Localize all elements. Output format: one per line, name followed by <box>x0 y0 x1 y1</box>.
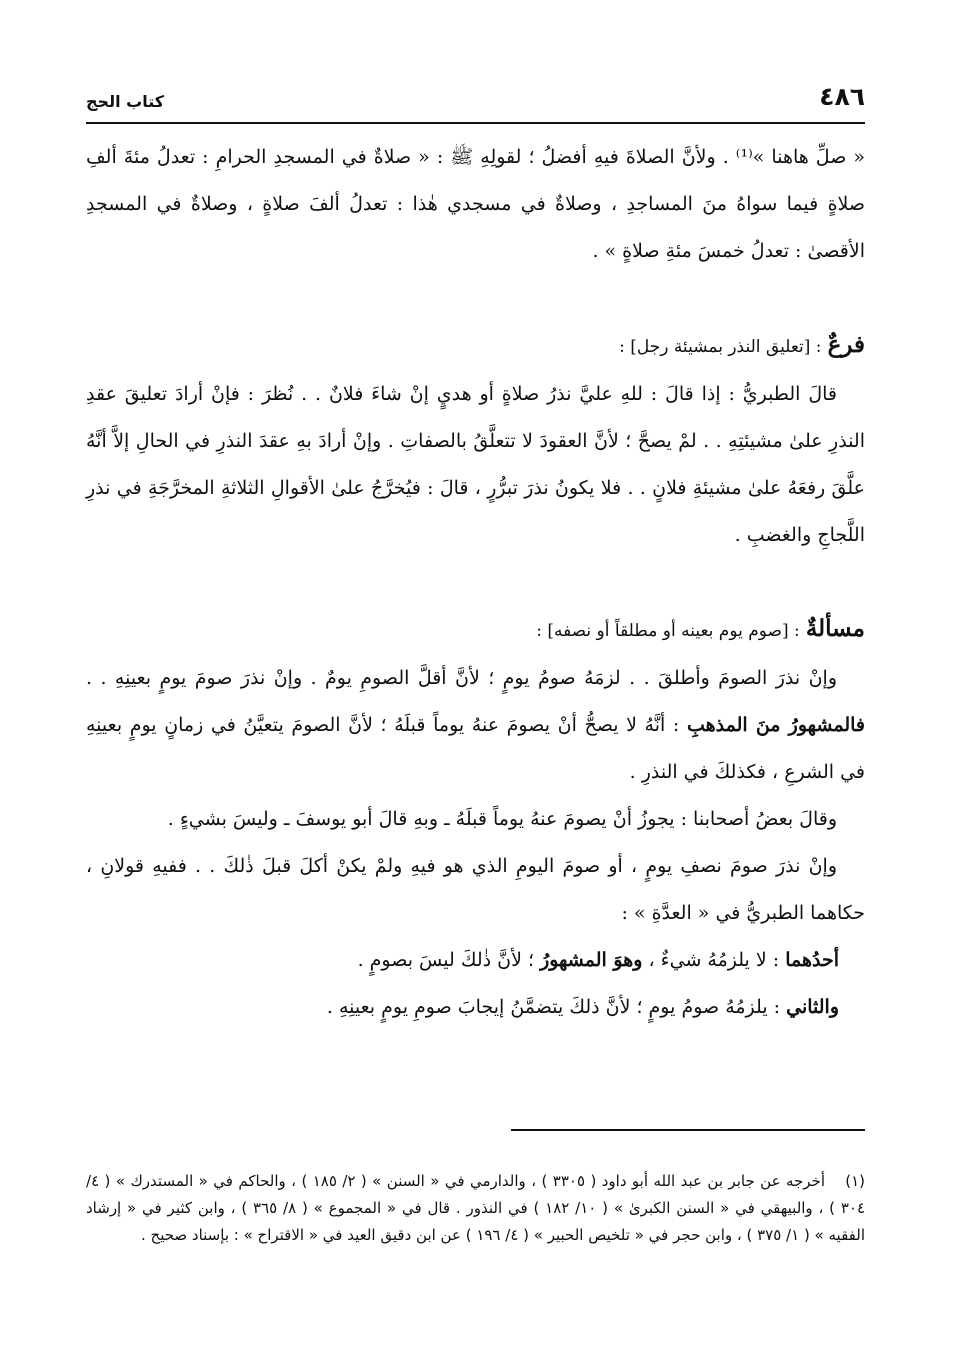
page-header <box>86 82 865 116</box>
paragraph: قالَ الطبريُّ : إذا قالَ : للهِ عليَّ نذرُ صلاةٍ أو هديٍ إنْ شاءَ فلانٌ . . نُظرَ : فإنْ أرادَ تعليقَ عقدِ النذرِ علىٰ مشيئتِهِ . . لمْ يصحَّ ؛ لأنَّ العقودَ لا تتعلَّقُ بالصفاتِ . وإنْ أرادَ بهِ عقدَ النذرِ في الحالِ إلاَّ أنَّهُ علَّقَ رفعَهُ علىٰ مشيئةِ فلانٍ . . فلا يكونُ نذرَ تبرُّرٍ ، قالَ : فيُخرَّجُ علىٰ الأقوالِ الثلاثةِ المخرَّجَةِ في نذرِ اللَّجاجِ والغضبِ . <box>86 383 865 546</box>
paragraph: وإنْ نذرَ صومَ نصفِ يومٍ ، أو صومَ اليومِ الذي هو فيهِ ولمْ يكنْ أكلَ قبلَ ذٰلكَ . . ففيهِ قولانِ ، حكاهما الطبريُّ في « العدَّةِ » : <box>86 855 865 924</box>
main-text <box>86 134 865 1031</box>
opinion-label: أحدُهما <box>785 949 839 971</box>
footnotes <box>86 1168 865 1249</box>
running-title: كتاب الحج <box>86 92 165 111</box>
heading-title: : [صوم يوم بعينه أو مطلقاً أو نصفه] : <box>536 621 800 641</box>
section-heading-far <box>86 321 865 371</box>
paragraph: وقالَ بعضُ أصحابنا : يجوزُ أنْ يصومَ عنهُ يوماً قبلَهُ ـ وبهِ قالَ أبو يوسفَ ـ وليسَ بشيءٍ . <box>167 808 837 830</box>
text-run: : لا يلزمُهُ شيءٌ ، <box>648 949 780 971</box>
header-rule <box>86 122 865 124</box>
footnote-rule <box>511 1129 865 1131</box>
text-run: : يلزمُهُ صومُ يومٍ ؛ لأنَّ ذلكَ يتضمَّنُ إيجابَ صومِ يومٍ بعينِهِ . <box>326 996 781 1018</box>
bold-phrase: فالمشهورُ منَ المذهبِ <box>686 714 865 736</box>
bold-phrase: وهوَ المشهورُ <box>540 949 643 971</box>
paragraph <box>86 655 865 796</box>
heading-title: : [تعليق النذر بمشيئة رجل] : <box>619 337 822 357</box>
section-gap <box>86 275 865 321</box>
text-run: : أنَّهُ لا يصحُّ أنْ يصومَ عنهُ يوماً قبلَهُ ؛ لأنَّ الصومَ يتعيَّنُ في زمانٍ يومٍ بعينِهِ في الشرعِ ، فكذلكَ في النذرِ . <box>86 714 865 783</box>
page-number: ٤٨٦ <box>819 82 865 111</box>
footnote-marker: (١) <box>845 1172 865 1190</box>
paragraph: « صلِّ هاهنا »⁽¹⁾ . ولأنَّ الصلاةَ فيهِ أفضلُ ؛ لقولِهِ ﷺ : « صلاةٌ في المسجدِ الحرامِ : تعدلُ مئةَ ألفِ صلاةٍ فيما سواهُ منَ المساجدِ ، وصلاةٌ في مسجدي هٰذا : تعدلُ ألفَ صلاةٍ ، وصلاةٌ في المسجدِ الأقصىٰ : تعدلُ خمسَ مئةِ صلاةٍ » . <box>86 146 865 262</box>
heading-word: مسألةٌ <box>805 615 865 642</box>
section-gap <box>86 559 865 605</box>
first-opinion <box>86 937 865 984</box>
text-run: وإنْ نذرَ الصومَ وأطلقَ . . لزمَهُ صومُ يومٍ ؛ لأنَّ أقلَّ الصومِ يومٌ . وإنْ نذرَ صومَ يومٍ بعينِهِ . . <box>86 667 837 689</box>
opinion-label: والثاني <box>786 996 839 1018</box>
second-opinion <box>86 984 865 1031</box>
heading-word: فرعٌ <box>827 331 865 358</box>
text-run: ؛ لأنَّ ذٰلكَ ليسَ بصومٍ . <box>357 949 535 971</box>
section-heading-masala <box>86 605 865 655</box>
footnote-text: أخرجه عن جابر بن عبد الله أبو داود ( ٣٣٠٥ ) ، والدارمي في « السنن » ( ٢/ ١٨٥ ) ، والحاكم في « المستدرك » ( ٤/ ٣٠٤ ) ، والبيهقي في « السنن الكبرىٰ » ( ١٠/ ١٨٢ ) في النذور . قال في « المجموع » ( ٨/ ٣٦٥ ) ، وابن كثير في « إرشاد الفقيه » ( ١/ ٣٧٥ ) ، وابن حجر في « تلخيص الحبير » ( ٤/ ١٩٦ ) عن ابن دقيق العيد في « الاقتراح » : بإسناد صحيح . <box>86 1172 866 1244</box>
